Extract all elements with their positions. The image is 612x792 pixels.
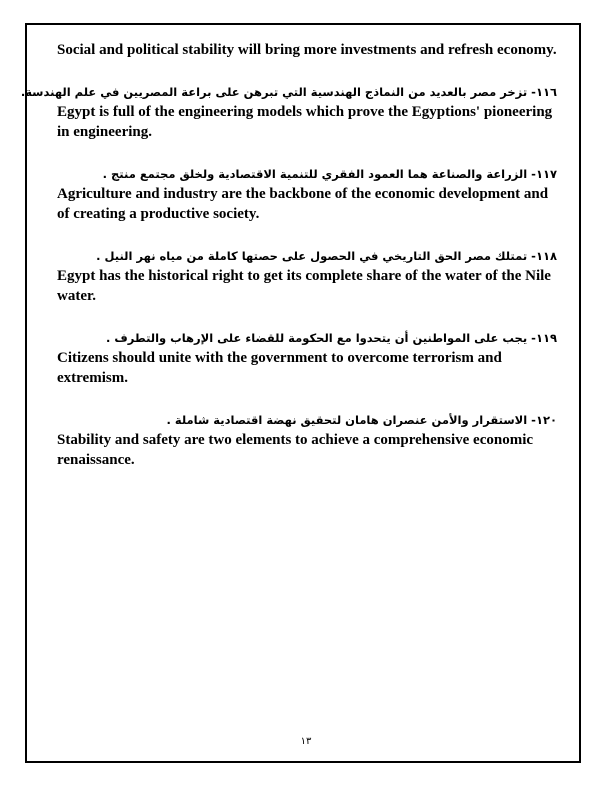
page-number: ١٣ — [300, 736, 312, 747]
english-sentence-119: Citizens should unite with the government to overcome terrorism and extremism. — [57, 350, 502, 386]
arabic-sentence-118: ١١٨- تمتلك مصر الحق التاريخي في الحصول على حصتها كاملة من مياه نهر النيل . — [96, 249, 557, 263]
sentence-item-120 — [57, 410, 557, 470]
sentence-item-119 — [57, 328, 557, 388]
intro-english: Social and political stability will bring more investments and refresh economy. — [57, 42, 557, 58]
sentence-item-116 — [20, 82, 557, 142]
page-content — [20, 40, 557, 470]
english-sentence-117: Agriculture and industry are the backbone of the economic development and of creating a productive society. — [57, 186, 549, 222]
arabic-sentence-116: ١١٦- تزخر مصر بالعديد من النماذج الهندسية التي تبرهن على براعة المصريين في علم الهندسة. — [20, 85, 557, 99]
english-sentence-118: Egypt has the historical right to get its complete share of the water of the Nile water. — [57, 268, 551, 304]
arabic-sentence-119: ١١٩- يجب على المواطنين أن يتحدوا مع الحكومة للقضاء على الإرهاب والتطرف . — [105, 331, 557, 345]
sentence-item-117 — [57, 164, 557, 224]
arabic-sentence-120: ١٢٠- الاستقرار والأمن عنصران هامان لتحقيق نهضة اقتصادية شاملة . — [166, 413, 557, 427]
arabic-sentence-117: ١١٧- الزراعة والصناعة هما العمود الفقري للتنمية الاقتصادية ولخلق مجتمع منتج . — [102, 167, 557, 181]
english-sentence-120: Stability and safety are two elements to achieve a comprehensive economic renaissance. — [57, 432, 534, 468]
english-sentence-116: Egypt is full of the engineering models which prove the Egyptions' pioneering in engineering. — [57, 104, 553, 140]
sentence-item-118 — [57, 246, 557, 306]
